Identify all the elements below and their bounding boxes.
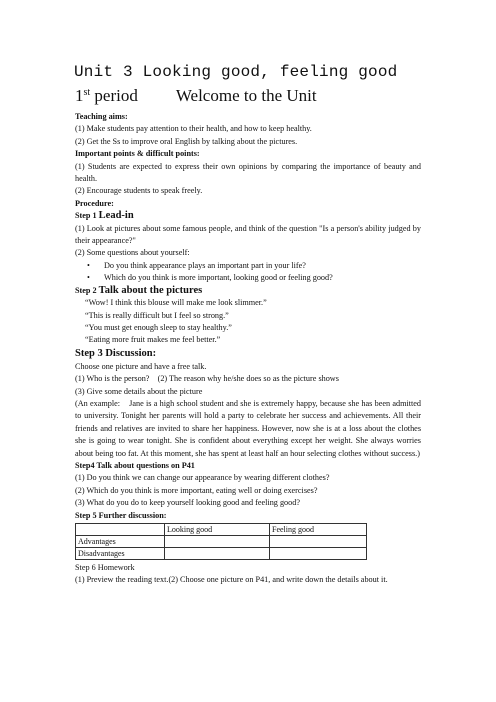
table-cell — [165, 536, 270, 548]
step3-line-3: (3) Give some details about the picture — [75, 386, 203, 396]
step3-example: (An example: Jane is a high school student and she is extremely happy, because she has been admitted to university. Tonight her parents will hold a party to celebrate her success and achievements. All their friends and relatives are invited to share her happiness. However, now she is at a loss about the clothes she is going to wear tonight. She is confident about everything except her weight. She always worries about being too fat. At this moment, she has spent at least half an hour selecting clothes without success.) — [75, 398, 424, 458]
table-header-row — [76, 524, 367, 536]
step3-heading: Step 3 Discussion: — [75, 347, 157, 359]
teaching-aims-heading: Teaching aims: — [75, 112, 128, 121]
section-title: Welcome to the Unit — [175, 86, 317, 105]
table-cell: Advantages — [76, 536, 165, 548]
table-cell — [270, 536, 367, 548]
discussion-table — [75, 523, 367, 560]
teaching-aim-1: (1) Make students pay attention to their health, and how to keep healthy. — [75, 124, 312, 134]
period-title — [75, 86, 317, 106]
step4-question-3: (3) What do you do to keep yourself looking good and feeling good? — [75, 498, 300, 508]
teaching-aim-2: (2) Get the Ss to improve oral English by talking about the pictures. — [75, 136, 298, 146]
table-cell — [165, 548, 270, 560]
important-points-heading: Important points & difficult points: — [75, 149, 200, 159]
step3-line-1: Choose one picture and have a free talk. — [75, 361, 207, 371]
step4-question-2: (2) Which do you think is more important, eating well or doing exercises? — [75, 485, 318, 495]
important-point-2: (2) Encourage students to speak freely. — [75, 186, 203, 196]
step1-title: Lead-in — [98, 210, 134, 222]
table-cell — [270, 548, 367, 560]
step1-question-list — [75, 260, 421, 285]
step2-heading — [75, 285, 421, 297]
step1-text-1: (1) Look at pictures about some famous people, and think of the question "Is a person's ability judged by their appearance?" — [75, 223, 421, 246]
procedure-heading: Procedure: — [75, 198, 114, 208]
table-row — [76, 536, 367, 548]
step1-question-2: • Which do you think is more important, looking good or feeling good? — [75, 272, 421, 284]
table-header-cell — [76, 524, 165, 536]
step1-text-2: (2) Some questions about yourself: — [75, 248, 190, 258]
step3-line-2: (1) Who is the person? (2) The reason why he/she does so as the picture shows — [75, 374, 339, 384]
period-ordinal: st — [83, 87, 91, 98]
step2-quote-2: “This is really difficult but I feel so strong.” — [85, 310, 229, 320]
step2-label: Step 2 — [75, 285, 97, 295]
step4-question-1: (1) Do you think we can change our appearance by wearing different clothes? — [75, 473, 330, 483]
step2-quote-3: “You must get enough sleep to stay healthy.” — [85, 322, 232, 332]
period-number: 1 — [75, 86, 84, 105]
step6-heading: Step 6 Homework — [75, 563, 135, 572]
period-word: period — [94, 86, 138, 105]
unit-title: Unit 3 Looking good, feeling good — [74, 63, 398, 81]
table-header-cell: Looking good — [165, 524, 270, 536]
lesson-plan-body — [75, 111, 424, 587]
step2-title: Talk about the pictures — [98, 284, 203, 296]
step2-quote-4: “Eating more fruit makes me feel better.” — [85, 335, 221, 345]
step2-quote-1: “Wow! I think this blouse will make me look slimmer.” — [85, 298, 267, 308]
table-header-cell: Feeling good — [270, 524, 367, 536]
important-point-1: (1) Students are expected to express their own opinions by comparing the importance of beauty and health. — [75, 161, 421, 184]
step1-question-1: • Do you think appearance plays an important part in your life? — [75, 260, 421, 272]
table-cell: Disadvantages — [76, 548, 165, 560]
step5-heading: Step 5 Further discussion: — [75, 510, 167, 520]
step4-heading: Step4 Talk about questions on P41 — [75, 460, 195, 470]
step6-text: (1) Preview the reading text.(2) Choose one picture on P41, and write down the details about it. — [75, 575, 388, 585]
table-row — [76, 548, 367, 560]
step1-heading — [75, 210, 421, 222]
step1-label: Step 1 — [75, 211, 97, 221]
